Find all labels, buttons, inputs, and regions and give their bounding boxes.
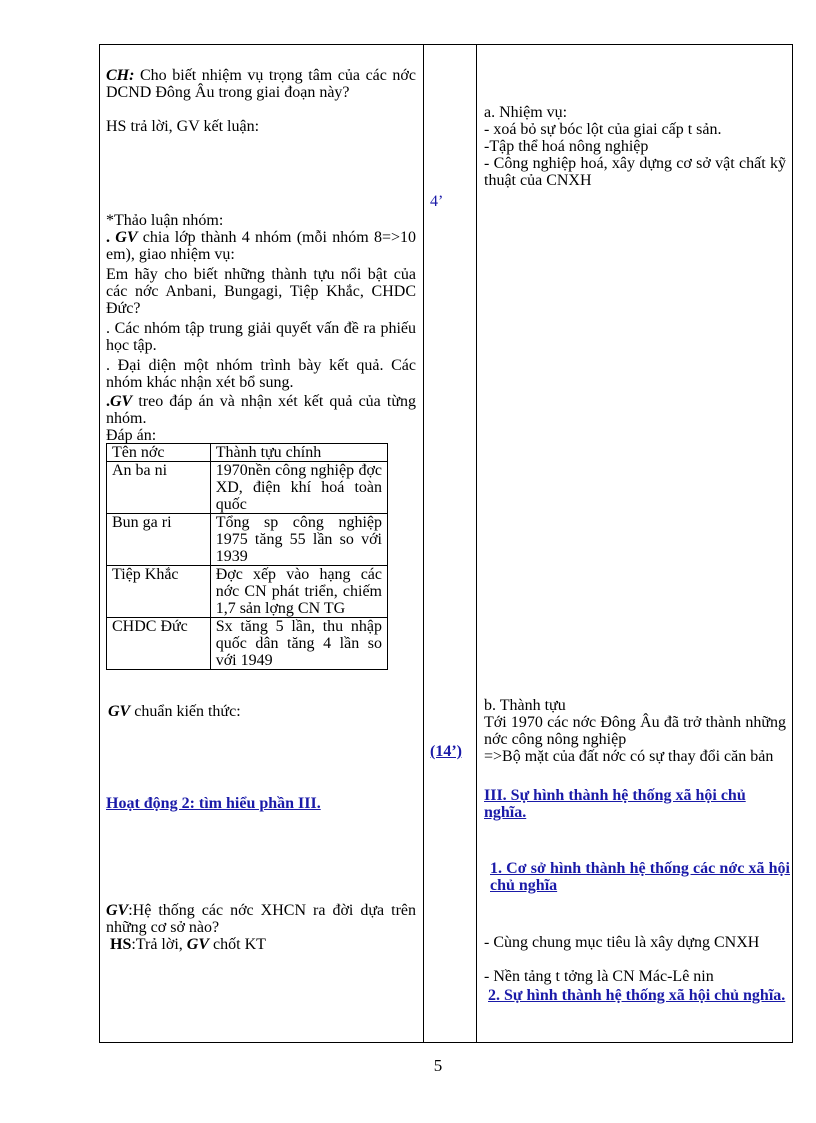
question-1-answer: HS trả lời, GV kết luận: xyxy=(106,118,260,135)
achievements-table xyxy=(106,443,388,670)
task-question: Em hãy cho biết những thành tựu nổi bật của các nớc Anbani, Bungagi, Tiệp Khắc, CHDC Đức? xyxy=(106,266,416,317)
time-label-2: (14’) xyxy=(430,743,462,760)
basis-item-1: - Cùng chung mục tiêu là xây dựng CNXH xyxy=(484,934,760,951)
achievements-heading: b. Thành tựu xyxy=(484,697,566,714)
achievements-text-1: Tới 1970 các nớc Đông Âu đã trở thành những nớc công nông nghiệp xyxy=(484,714,786,748)
page-number: 5 xyxy=(433,1056,443,1075)
step-3: . Đại diện một nhóm trình bày kết quả. Các nhóm khác nhận xét bổ sung. xyxy=(106,357,416,391)
gv-instruction-2: .GV treo đáp án và nhận xét kết quả của từng nhóm. xyxy=(106,393,416,427)
column-divider-right xyxy=(476,44,477,1043)
table-header-row xyxy=(107,444,388,462)
section-3-heading: III. Sự hình thành hệ thống xã hội chủ nghĩa. xyxy=(484,787,746,821)
achievement-cell: 1970nền công nghiệp đợc XD, điện khí hoá toàn quốc xyxy=(210,462,387,514)
achievement-cell: Đợc xếp vào hạng các nớc CN phát triển, chiếm 1,7 sản lợng CN TG xyxy=(210,566,387,618)
gv-standardize: GV chuẩn kiến thức: xyxy=(108,703,241,720)
answer-title: Đáp án: xyxy=(106,427,157,444)
achievement-cell: Tổng sp công nghiệp 1975 tăng 55 lần so với 1939 xyxy=(210,514,387,566)
table-header-cell: Tên nớc xyxy=(107,444,211,462)
subsection-2-heading: 2. Sự hình thành hệ thống xã hội chủ nghĩa. xyxy=(488,987,786,1004)
hs-answer: HS:Trả lời, GV chốt KT xyxy=(110,936,266,953)
gv-instruction-1: . GV chia lớp thành 4 nhóm (mỗi nhóm 8=>10 em), giao nhiệm vụ: xyxy=(106,229,416,263)
column-divider-left xyxy=(423,44,424,1043)
step-2: . Các nhóm tập trung giải quyết vấn đề ra phiếu học tập. xyxy=(106,320,416,354)
table-header-cell: Thành tựu chính xyxy=(210,444,387,462)
subsection-1-heading: 1. Cơ sở hình thành hệ thống các nớc xã hội chủ nghĩa xyxy=(490,860,790,894)
table-row xyxy=(107,566,388,618)
basis-item-2: - Nền tảng t tởng là CN Mác-Lê nin xyxy=(484,968,714,985)
table-row xyxy=(107,514,388,566)
achievements-text-2: =>Bộ mặt của đất nớc có sự thay đổi căn bản xyxy=(484,748,774,765)
time-label-1: 4’ xyxy=(430,193,444,210)
tasks-heading: a. Nhiệm vụ: xyxy=(484,104,568,121)
country-cell: Tiệp Khắc xyxy=(107,566,211,618)
table-row xyxy=(107,618,388,670)
task-item-1: - xoá bỏ sự bóc lột của giai cấp t sản. xyxy=(484,121,722,138)
activity-2-heading: Hoạt động 2: tìm hiểu phần III. xyxy=(106,795,321,812)
gv-question-2: GV:Hệ thống các nớc XHCN ra đời dựa trên những cơ sở nào? xyxy=(106,902,416,936)
country-cell: CHDC Đức xyxy=(107,618,211,670)
task-item-3: - Công nghiệp hoá, xây dựng cơ sở vật chất kỹ thuật của CNXH xyxy=(484,155,786,189)
task-item-2: -Tập thể hoá nông nghiệp xyxy=(484,138,649,155)
achievement-cell: Sx tăng 5 lần, thu nhập quốc dân tăng 4 lần so với 1949 xyxy=(210,618,387,670)
question-1: CH: Cho biết nhiệm vụ trọng tâm của các nớc DCND Đông Âu trong giai đoạn này? xyxy=(106,67,416,101)
country-cell: An ba ni xyxy=(107,462,211,514)
discussion-title: *Thảo luận nhóm: xyxy=(106,212,224,229)
country-cell: Bun ga ri xyxy=(107,514,211,566)
table-row xyxy=(107,462,388,514)
